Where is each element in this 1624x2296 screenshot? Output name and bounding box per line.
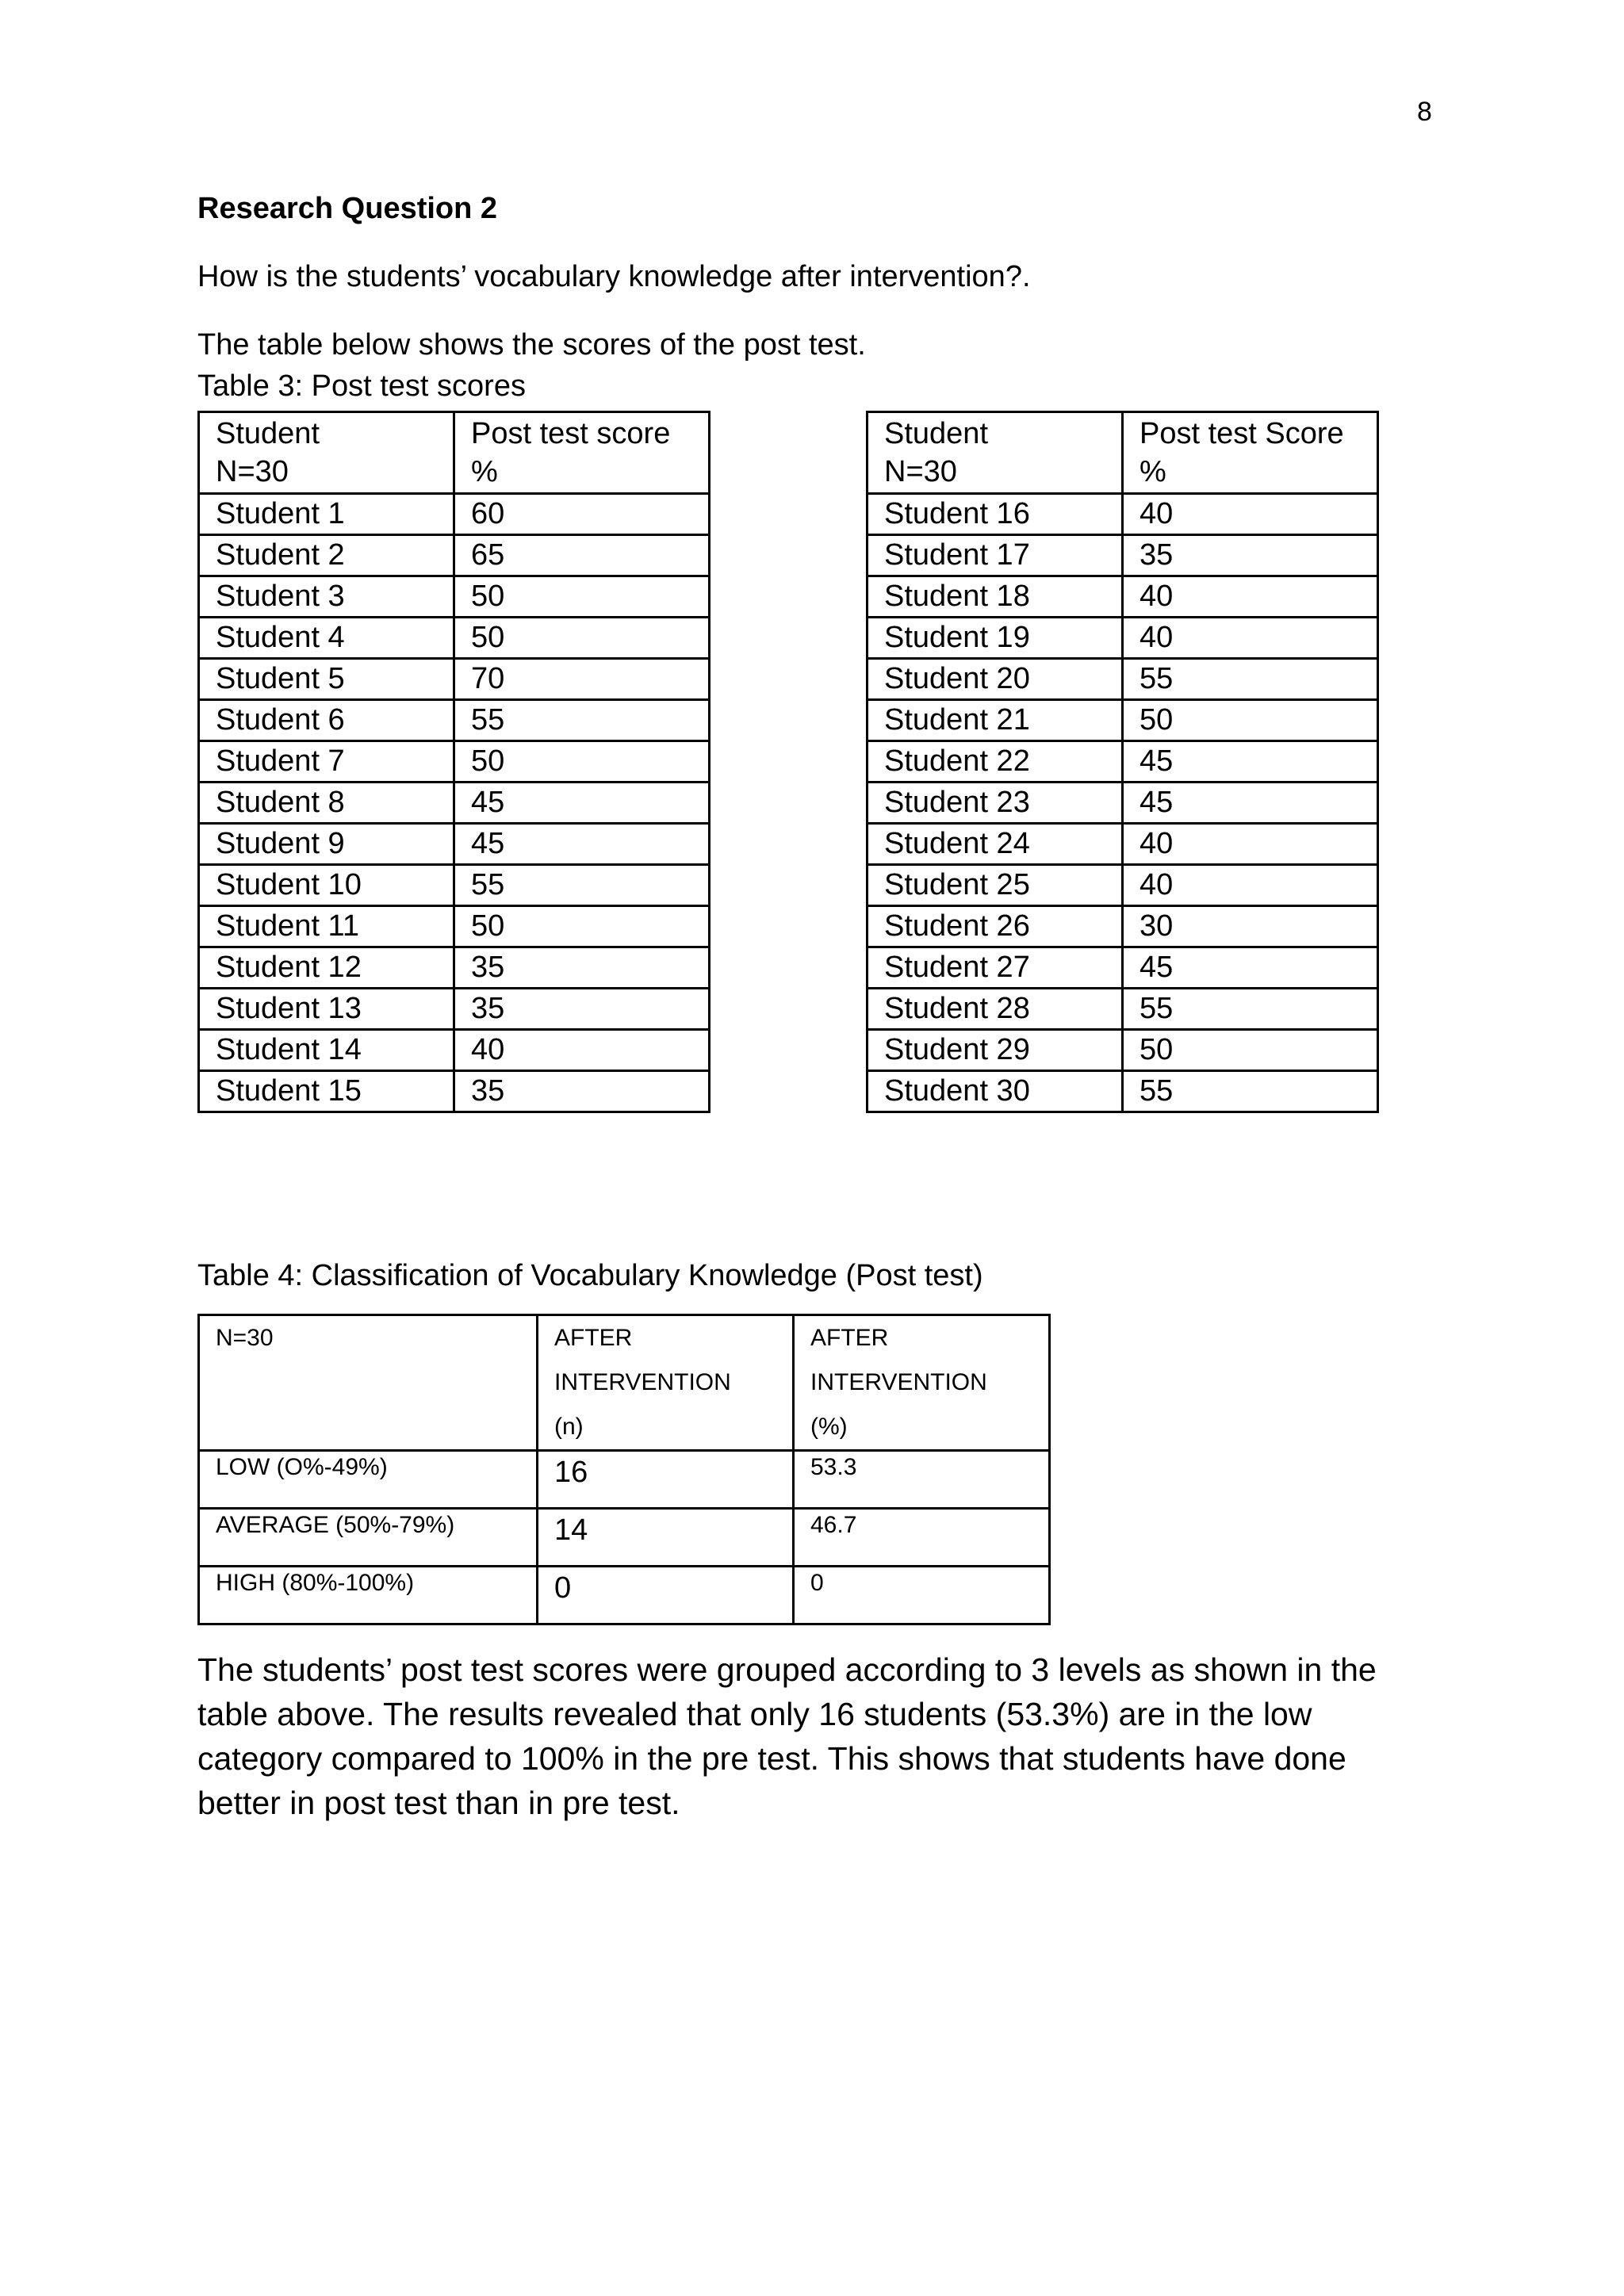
table-row [199,741,710,783]
table-row [199,1071,710,1112]
table-row [199,865,710,906]
table-cell: 46.7 [794,1509,1050,1567]
table-cell: Student 17 [868,535,1123,576]
table-cell: Student 24 [868,824,1123,865]
table-row [868,824,1378,865]
table-cell: Student 27 [868,947,1123,989]
section-heading: Research Question 2 [197,192,498,225]
table-cell: 55 [1123,659,1378,700]
table-cell: Student 7 [199,741,454,783]
page-number: 8 [1417,97,1432,127]
table-cell: 55 [454,865,710,906]
table-row [199,824,710,865]
post-test-scores-table-left [197,411,710,1113]
table-cell: Student 14 [199,1030,454,1071]
table-row [868,659,1378,700]
table-cell: Student 26 [868,906,1123,947]
table-cell: 35 [454,989,710,1030]
table-row [868,783,1378,824]
table-cell: AFTER INTERVENTION (n) [538,1315,794,1451]
table-row [868,494,1378,535]
table-cell: 40 [1123,824,1378,865]
table-cell: 50 [454,618,710,659]
table-cell: Student N=30 [868,412,1123,494]
classification-table [197,1314,1051,1625]
table-cell: Student 11 [199,906,454,947]
table3-caption: Table 3: Post test scores [197,369,526,403]
table-row [868,535,1378,576]
table-cell: Student 6 [199,700,454,741]
table-row [199,1030,710,1071]
table-cell: Student 15 [199,1071,454,1112]
table-cell: HIGH (80%-100%) [199,1567,538,1624]
table-cell: Student 18 [868,576,1123,618]
table-cell: Student 13 [199,989,454,1030]
table-cell: 60 [454,494,710,535]
table-cell: N=30 [199,1315,538,1451]
table-cell: 40 [1123,865,1378,906]
results-paragraph: The students’ post test scores were grouped according to 3 levels as shown in the table above. The results revealed that only 16 students (53.3%) are in the low category compared to 100% in the pre test. This shows that students have done better in post test than in pre test. [197,1651,1377,1821]
table-row [199,906,710,947]
table-cell: 53.3 [794,1451,1050,1509]
table-header-row [199,1315,1050,1451]
table-row [868,1071,1378,1112]
table-row [199,989,710,1030]
table-cell: Student 23 [868,783,1123,824]
table-cell: 45 [1123,947,1378,989]
table-cell: Student 10 [199,865,454,906]
table-cell: 50 [454,741,710,783]
table-row [199,1451,1050,1509]
table-cell: 50 [454,576,710,618]
table-row [199,783,710,824]
table-cell: 0 [538,1567,794,1624]
table-cell: Student 20 [868,659,1123,700]
table-cell: 14 [538,1509,794,1567]
table-row [199,947,710,989]
table-cell: 40 [1123,618,1378,659]
table-cell: 55 [1123,989,1378,1030]
table-cell: Student 4 [199,618,454,659]
table-row [868,865,1378,906]
table-row [868,906,1378,947]
table-cell: AVERAGE (50%-79%) [199,1509,538,1567]
table-row [199,576,710,618]
table-cell: 40 [454,1030,710,1071]
table-row [868,741,1378,783]
table-cell: Student 1 [199,494,454,535]
table-cell: 45 [1123,741,1378,783]
table-cell: 50 [1123,1030,1378,1071]
table-cell: Student 9 [199,824,454,865]
table-cell: 40 [1123,576,1378,618]
table-cell: Student 28 [868,989,1123,1030]
table-row [199,494,710,535]
table-cell: 35 [454,1071,710,1112]
table-cell: 45 [454,824,710,865]
table-cell: Student 22 [868,741,1123,783]
table-row [868,989,1378,1030]
table-cell: Student 29 [868,1030,1123,1071]
table-cell: Student 21 [868,700,1123,741]
table-cell: 55 [454,700,710,741]
table-cell: Student 5 [199,659,454,700]
table-cell: Student 3 [199,576,454,618]
table-cell: Student 2 [199,535,454,576]
table-cell: 30 [1123,906,1378,947]
table-cell: 35 [454,947,710,989]
table-cell: Student 16 [868,494,1123,535]
table-cell: 50 [454,906,710,947]
table-row [199,700,710,741]
table-cell: 0 [794,1567,1050,1624]
table-row [199,1509,1050,1567]
table-cell: 50 [1123,700,1378,741]
table-cell: Student 12 [199,947,454,989]
table-header-row [199,412,710,494]
table-row [868,576,1378,618]
table-cell: AFTER INTERVENTION (%) [794,1315,1050,1451]
table-cell: 16 [538,1451,794,1509]
table-cell: Student N=30 [199,412,454,494]
table-cell: 40 [1123,494,1378,535]
table-cell: 45 [1123,783,1378,824]
table4-caption: Table 4: Classification of Vocabulary Knowledge (Post test) [197,1259,983,1292]
table-row [199,659,710,700]
table-cell: LOW (O%-49%) [199,1451,538,1509]
table-row [199,618,710,659]
table-cell: Post test Score % [1123,412,1378,494]
table-cell: 65 [454,535,710,576]
table-cell: 45 [454,783,710,824]
table-cell: 35 [1123,535,1378,576]
intro-text: The table below shows the scores of the post test. [197,328,866,362]
table-cell: Post test score % [454,412,710,494]
table-row [868,618,1378,659]
table-cell: 70 [454,659,710,700]
table-cell: Student 8 [199,783,454,824]
table-cell: Student 19 [868,618,1123,659]
table-cell: Student 30 [868,1071,1123,1112]
table-row [868,947,1378,989]
table-row [199,535,710,576]
table-header-row [868,412,1378,494]
research-question: How is the students’ vocabulary knowledge after intervention?. [197,260,1031,293]
post-test-scores-table-right [866,411,1379,1113]
table-cell: 55 [1123,1071,1378,1112]
table-row [868,1030,1378,1071]
table-row [199,1567,1050,1624]
table-cell: Student 25 [868,865,1123,906]
table-row [868,700,1378,741]
